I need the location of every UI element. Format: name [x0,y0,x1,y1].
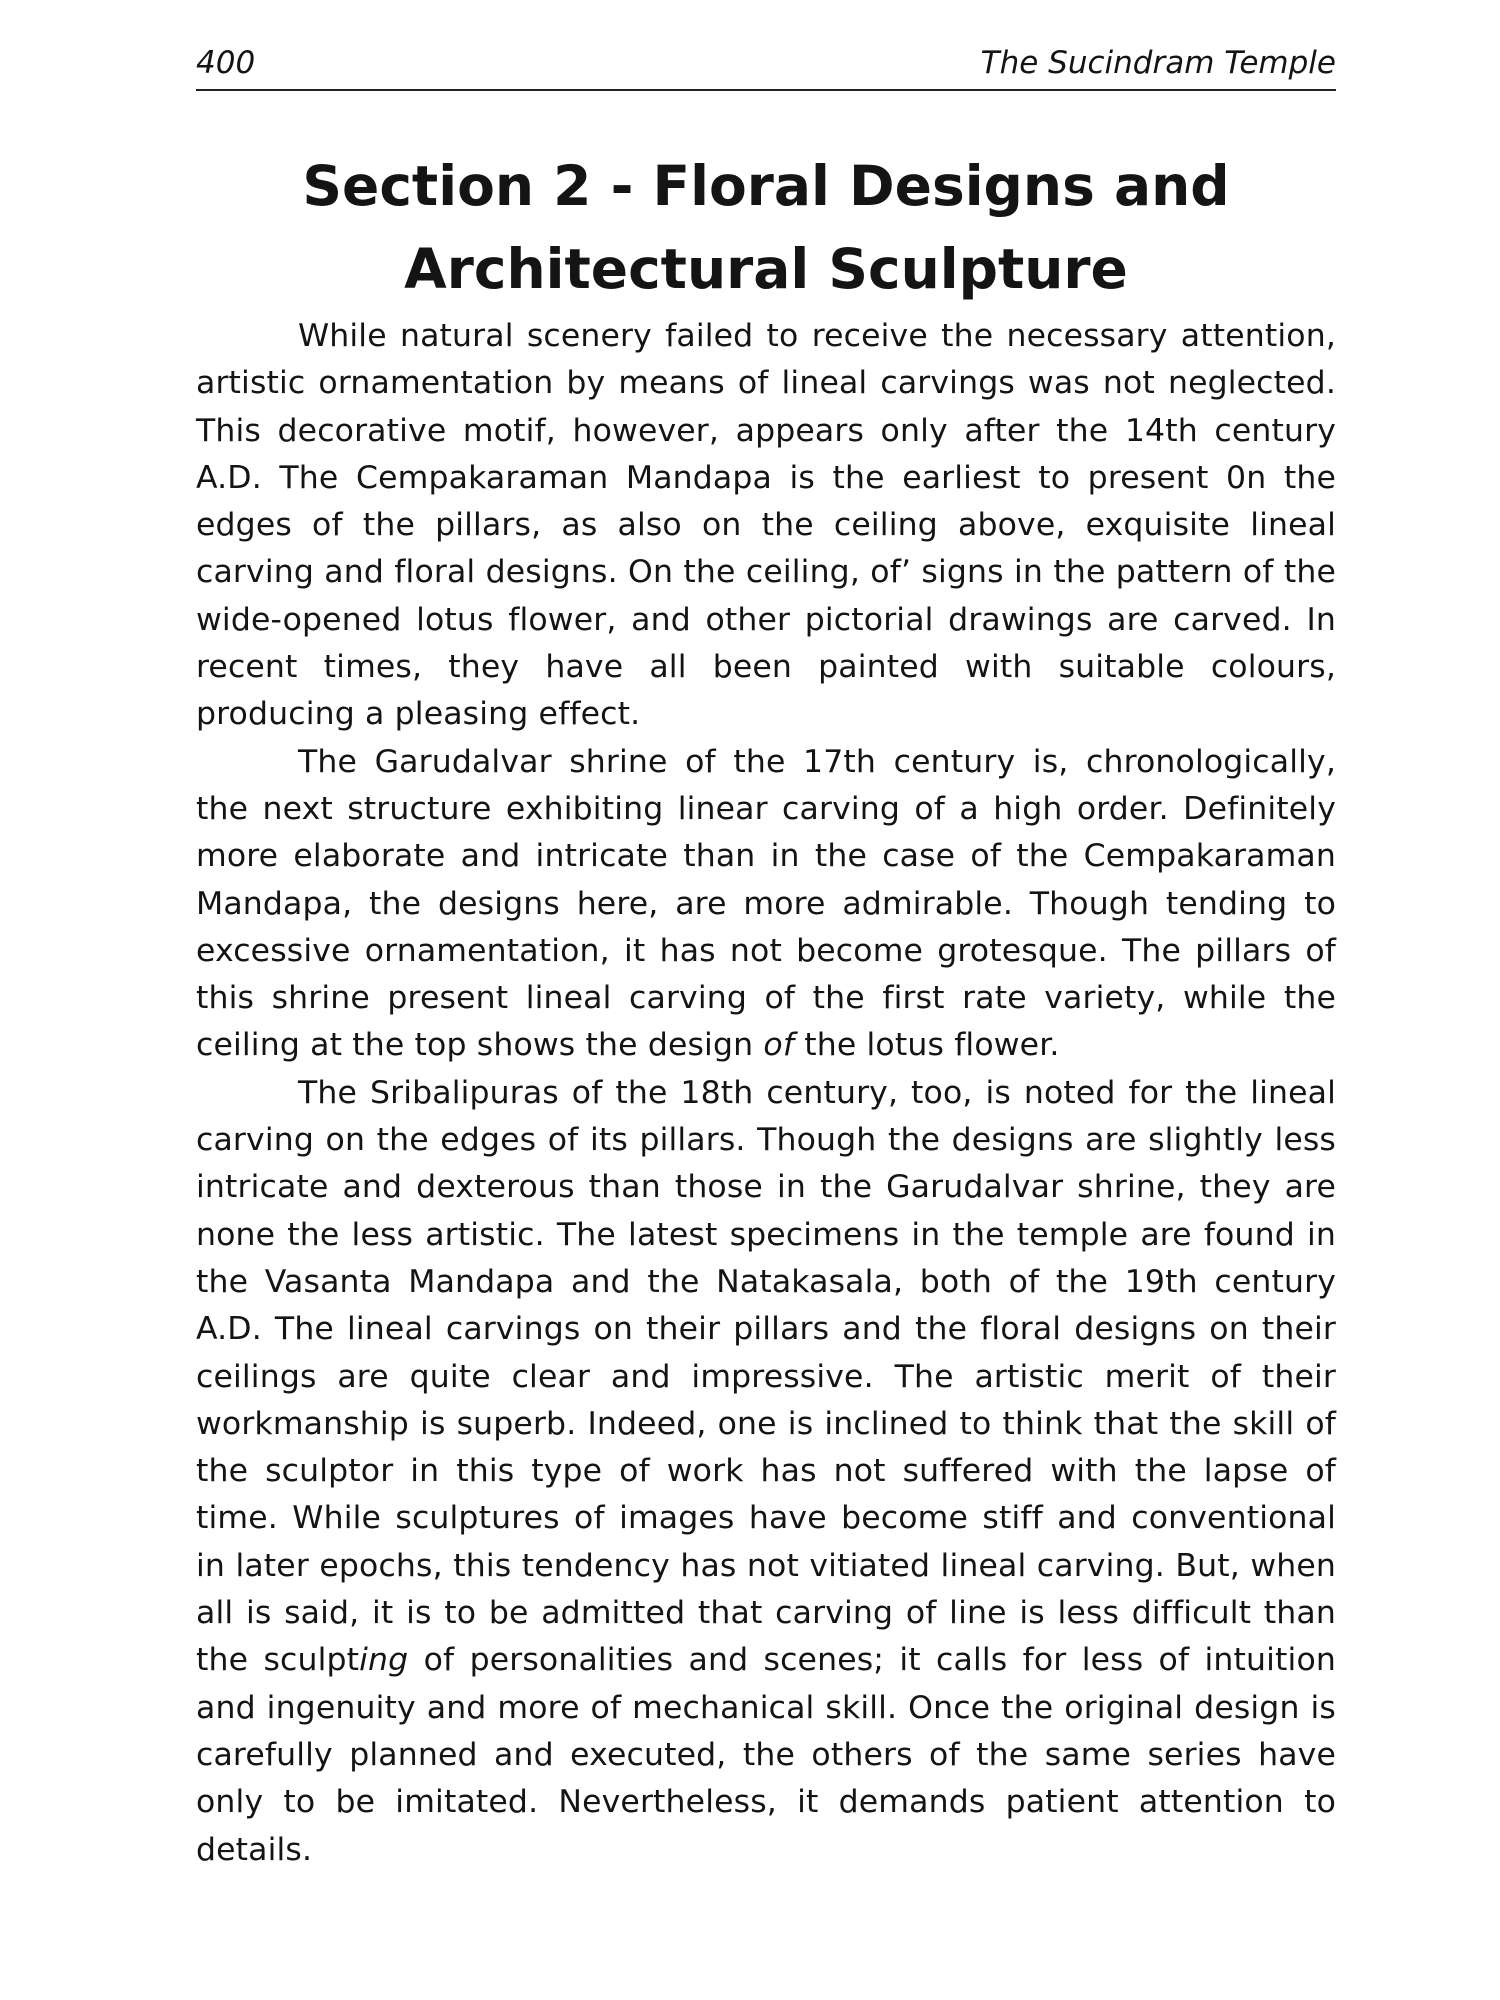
paragraph-1: While natural scenery failed to receive the necessary attention, artistic ornamentation by means of lineal carvings was not neglected. This decorative motif, however, appears only after the 14th century A.D. The Cempakaraman Mandapa is the earliest to present 0n the edges of the pillars, as also on the ceiling above, exquisite lineal carving and floral designs. On the ceiling, of’ signs in the pattern of the wide-opened lotus flower, and other pictorial drawings are carved. In recent times, they have all been painted with suitable colours, producing a pleasing effect. [196,318,1336,733]
section-title-line-1: Section 2 - Floral Designs and [302,154,1230,218]
section-title-line-2: Architectural Sculpture [404,237,1128,301]
paragraph-2 [196,739,1336,1070]
paragraph-2-italic: of [763,1027,795,1064]
paragraph-3-text-b: of personalities and scenes; it calls for less of intuition and ingenuity and more of mechanical skill. Once the original design is carefully planned and executed, the others of the same series have only to be imitated. Nevertheless, it demands patient attention to details. [196,1642,1336,1868]
paragraph-2-text-a: The Garudalvar shrine of the 17th century is, chronologically, the next structure exhibiting linear carving of a high order. Definitely more elaborate and intricate than in the case of the Cempakaraman Mandapa, the designs here, are more admirable. Though tending to excessive ornamentation, it has not become grotesque. The pillars of this shrine present lineal carving of the first rate variety, while the ceiling at the top shows the design [196,743,1336,1064]
running-header [196,45,1336,91]
paragraph-3 [196,1070,1336,1874]
paragraph-3-italic: ing [359,1642,409,1679]
page-number: 400 [196,45,256,81]
body-text [196,313,1336,1874]
book-title: The Sucindram Temple [980,45,1336,81]
book-page [196,45,1336,1874]
section-title [196,145,1336,311]
paragraph-3-text-a: The Sribalipuras of the 18th century, too, is noted for the lineal carving on the edges of its pillars. Though the designs are slightly less intricate and dexterous than those in the Garudalvar shrine, they are none the less artistic. The latest specimens in the temple are found in the Vasanta Mandapa and the Natakasala, both of the 19th century A.D. The lineal carvings on their pillars and the floral designs on their ceilings are quite clear and impressive. The artistic merit of their workmanship is superb. Indeed, one is inclined to think that the skill of the sculptor in this type of work has not suffered with the lapse of time. While sculptures of images have become stiff and conventional in later epochs, this tendency has not vitiated lineal carving. But, when all is said, it is to be admitted that carving of line is less difficult than the sculpt [196,1074,1336,1679]
paragraph-2-text-b: the lotus flower. [794,1027,1060,1064]
